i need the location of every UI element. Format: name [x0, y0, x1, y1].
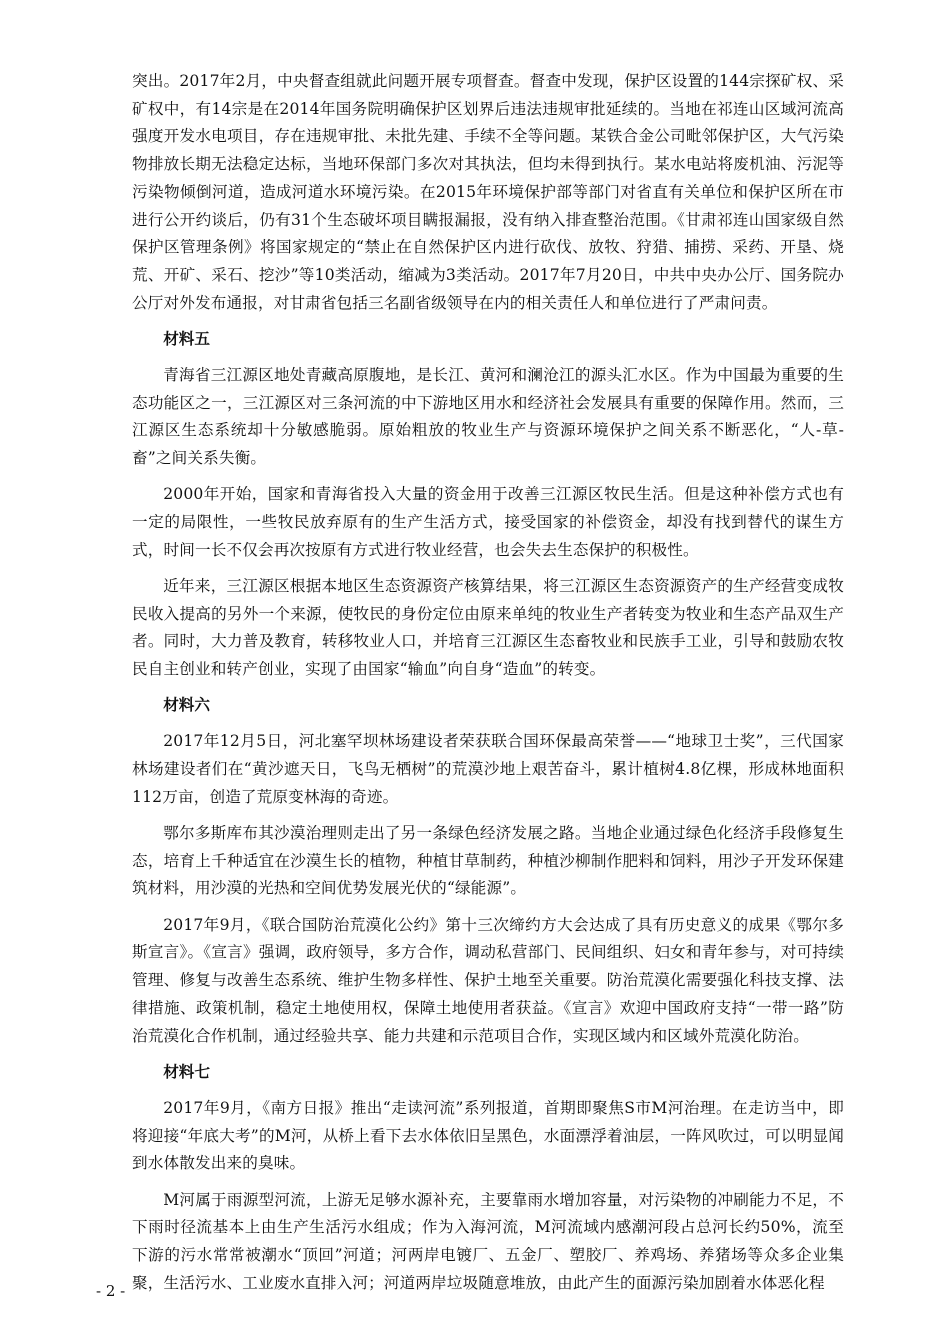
- page-number: - 2 -: [96, 1282, 126, 1300]
- material-5-heading: 材料五: [163, 329, 210, 348]
- material-5-paragraph: 2000年开始，国家和青海省投入大量的资金用于改善三江源区牧民生活。但是这种补偿方式也有一定的局限性，一些牧民放弃原有的生产生活方式，接受国家的补偿资金，却没有找到替代的谋生方式，时间一长不仅会再次按原有方式进行牧业经营，也会失去生态保护的积极性。: [132, 485, 844, 559]
- continuation-paragraph: 突出。2017年2月，中央督查组就此问题开展专项督查。督查中发现，保护区设置的144宗探矿权、采矿权中，有14宗是在2014年国务院明确保护区划界后违法违规审批延续的。当地在祁连山区域河流高强度开发水电项目，存在违规审批、未批先建、手续不全等问题。某铁合金公司毗邻保护区，大气污染物排放长期无法稳定达标，当地环保部门多次对其执法，但均未得到执行。某水电站将废机油、污泥等污染物倾倒河道，造成河道水环境污染。在2015年环境保护部等部门对省直有关单位和保护区所在市进行公开约谈后，仍有31个生态破坏项目瞒报漏报，没有纳入排查整治范围。《甘肃祁连山国家级自然保护区管理条例》将国家规定的“禁止在自然保护区内进行砍伐、放牧、狩猎、捕捞、采药、开垦、烧荒、开矿、采石、挖沙”等10类活动，缩减为3类活动。2017年7月20日，中共中央办公厅、国务院办公厅对外发布通报，对甘肃省包括三名副省级领导在内的相关责任人和单位进行了严肃问责。: [132, 72, 844, 312]
- material-5-paragraph: 青海省三江源区地处青藏高原腹地，是长江、黄河和澜沧江的源头汇水区。作为中国最为重要的生态功能区之一，三江源区对三条河流的中下游地区用水和经济社会发展具有重要的保障作用。然而，三江源区生态系统却十分敏感脆弱。原始粗放的牧业生产与资源环境保护之间关系不断恶化，“人-草-畜”之间关系失衡。: [132, 366, 844, 468]
- material-7-heading: 材料七: [163, 1062, 210, 1081]
- material-6-paragraph: 鄂尔多斯库布其沙漠治理则走出了另一条绿色经济发展之路。当地企业通过绿色化经济手段修复生态，培育上千种适宜在沙漠生长的植物，种植甘草制药，种植沙柳制作肥料和饲料，用沙子开发环保建筑材料，用沙漠的光热和空间优势发展光伏的“绿能源”。: [132, 824, 844, 898]
- document-page: [132, 68, 844, 1306]
- material-7-paragraph: M河属于雨源型河流，上游无足够水源补充，主要靠雨水增加容量，对污染物的冲刷能力不足，不下雨时径流基本上由生产生活污水组成；作为入海河流，M河流域内感潮河段占总河长约50%，流至下游的污水常常被潮水“顶回”河道；河两岸电镀厂、五金厂、塑胶厂、养鸡场、养猪场等众多企业集聚，生活污水、工业废水直排入河；河道两岸垃圾随意堆放，由此产生的面源污染加剧着水体恶化程: [132, 1190, 844, 1292]
- material-6-paragraph: 2017年12月5日，河北塞罕坝林场建设者荣获联合国环保最高荣誉——“地球卫士奖”，三代国家林场建设者们在“黄沙遮天日，飞鸟无栖树”的荒漠沙地上艰苦奋斗，累计植树4.8亿棵，形成林地面积112万亩，创造了荒原变林海的奇迹。: [132, 732, 844, 806]
- material-6-paragraph: 2017年9月，《联合国防治荒漠化公约》第十三次缔约方大会达成了具有历史意义的成果《鄂尔多斯宣言》。《宣言》强调，政府领导，多方合作，调动私营部门、民间组织、妇女和青年参与，对可持续管理、修复与改善生态系统、维护生物多样性、保护土地至关重要。防治荒漠化需要强化科技支撑、法律措施、政策机制，稳定土地使用权，保障土地使用者获益。《宣言》欢迎中国政府支持“一带一路”防治荒漠化合作机制，通过经验共享、能力共建和示范项目合作，实现区域内和区域外荒漠化防治。: [132, 915, 844, 1045]
- material-7-paragraph: 2017年9月，《南方日报》推出“走读河流”系列报道，首期即聚焦S市M河治理。在走访当中，即将迎接“年底大考”的M河，从桥上看下去水体依旧呈黑色，水面漂浮着油层，一阵风吹过，可以明显闻到水体散发出来的臭味。: [132, 1098, 844, 1173]
- material-6-heading: 材料六: [163, 696, 210, 715]
- material-5-paragraph: 近年来，三江源区根据本地区生态资源资产核算结果，将三江源区生态资源资产的生产经营变成牧民收入提高的另外一个来源，使牧民的身份定位由原来单纯的牧业生产者转变为牧业和生态产品双生产者。同时，大力普及教育，转移牧业人口，并培育三江源区生态畜牧业和民族手工业，引导和鼓励农牧民自主创业和转产创业，实现了由国家“输血”向自身“造血”的转变。: [132, 576, 844, 679]
